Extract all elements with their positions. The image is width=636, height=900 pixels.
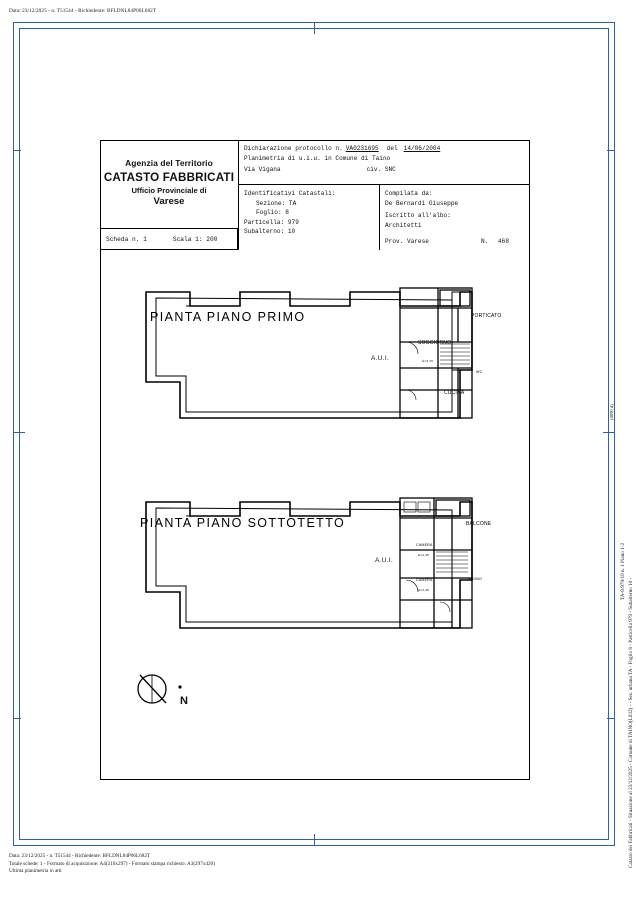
attic-aul-label: A.U.I.	[375, 557, 394, 564]
room-label-bagno: BAGNO	[468, 577, 482, 581]
side-label-small-code: (4090 d)	[609, 404, 614, 420]
compiler-title: Compilata da:	[385, 190, 433, 197]
address-row	[244, 165, 530, 175]
room-height-camera-2: H=2,45	[418, 588, 429, 592]
declaration-del-label: del	[386, 145, 398, 152]
room-label-wc: WC	[476, 370, 483, 374]
room-label-porticato: PORTICATO	[471, 313, 502, 319]
frame-tick-right	[603, 432, 615, 433]
room-label-cucina: CUCINA	[444, 390, 465, 396]
footer-line-2: Totale schede: 1 - Formato di acquisizione: A4(210x297) - Formato stampa richiesto: A3(297x420)	[9, 860, 215, 867]
frame-tick-right-2	[607, 150, 615, 151]
office-title: CATASTO FABBRICATI	[103, 171, 235, 184]
footer-line-3: Ultima planimetria in atti	[9, 868, 62, 875]
compiler-name: De Bernardi Giuseppe	[385, 199, 459, 207]
cadastral-ids-title: Identificativi Catastali:	[244, 190, 336, 197]
compiler-block	[379, 185, 531, 250]
room-height-soggiorno: H=2,70	[422, 359, 433, 363]
scheda-scala-box	[100, 228, 238, 250]
room-height-camera-1: H=2,45	[418, 553, 429, 557]
office-subtitle: Ufficio Provinciale di	[131, 186, 207, 195]
register-n-value: 468	[498, 238, 509, 246]
office-province: Varese	[153, 196, 185, 207]
north-letter-label: N	[180, 695, 188, 707]
scale-value: Scala 1: 200	[172, 235, 218, 243]
scheda-number: Scheda n. 1	[106, 235, 147, 243]
cadastral-foglio: Foglio: 8	[256, 209, 289, 217]
room-label-camera-2: CAMERA	[416, 578, 433, 582]
frame-tick-left-2	[13, 150, 21, 151]
planimetria-line: Planimetria di u.i.u. in Comune di Taino	[244, 154, 391, 162]
declaration-date: 14/06/2004	[403, 145, 441, 152]
register-number-row	[481, 237, 509, 247]
side-label-code: TA-8/979/10 n. 1 Piano 1-2	[620, 542, 626, 600]
declaration-bottom	[239, 185, 530, 250]
sheet-header	[100, 140, 530, 250]
declaration-protocol-row	[244, 144, 530, 154]
cadastral-sezione: Sezione: TA	[256, 199, 297, 207]
address-value: Via Vigana	[244, 166, 281, 174]
declaration-top	[239, 140, 530, 185]
frame-tick-top	[314, 22, 315, 34]
register-label: Iscritto all'albo:	[385, 212, 451, 220]
civic-number: civ. SNC	[366, 166, 396, 174]
declaration-label: Dichiarazione protocollo n.	[244, 145, 343, 152]
first-floor-plan-title: PIANTA PIANO PRIMO	[150, 310, 306, 324]
agency-block	[100, 140, 238, 250]
register-value: Architetti	[385, 221, 422, 229]
first-floor-aul-label: A.U.I.	[371, 355, 390, 362]
footer-line-1: Data: 23/12/2025 - n. T51544 - Richiedente: BFLDNL84P06L682T	[9, 853, 151, 859]
room-label-camera-1: CAMERA	[416, 543, 433, 547]
cadastral-particella: Particella: 979	[244, 218, 299, 226]
attic-plan-title: PIANTA PIANO SOTTOTETTO	[140, 516, 346, 530]
province-row	[380, 237, 531, 247]
register-n-label: N.	[481, 238, 489, 246]
province-label: Prov. Varese	[385, 238, 429, 246]
agency-name: Agenzia del Territorio	[125, 158, 213, 168]
frame-tick-right-3	[607, 718, 615, 719]
room-label-balcone: BALCONE	[466, 521, 492, 527]
cadastral-ids-block	[239, 185, 379, 250]
frame-tick-left-3	[13, 718, 21, 719]
declaration-block	[238, 140, 530, 250]
frame-tick-left	[13, 432, 25, 433]
cadastral-subalterno: Subalterno: 10	[244, 228, 296, 236]
frame-tick-bottom	[314, 834, 315, 846]
header-meta-line: Data: 23/12/2025 - n. T51544 - Richiedente: BFLDNL84P06L682T	[9, 8, 157, 14]
footer-meta-block	[9, 853, 215, 876]
declaration-number: VA0231695	[345, 145, 379, 152]
north-arrow	[130, 665, 186, 717]
side-label-catasto: Catasto dei Fabbricati - Situazione al 23/12/2025 - Comune di TAINO(L032) - - Sez. urbana TA - Foglio 8 - Particella 979 - Subalterno 10 -	[628, 577, 634, 868]
room-label-soggiorno: SOGGIORNO	[418, 340, 452, 346]
